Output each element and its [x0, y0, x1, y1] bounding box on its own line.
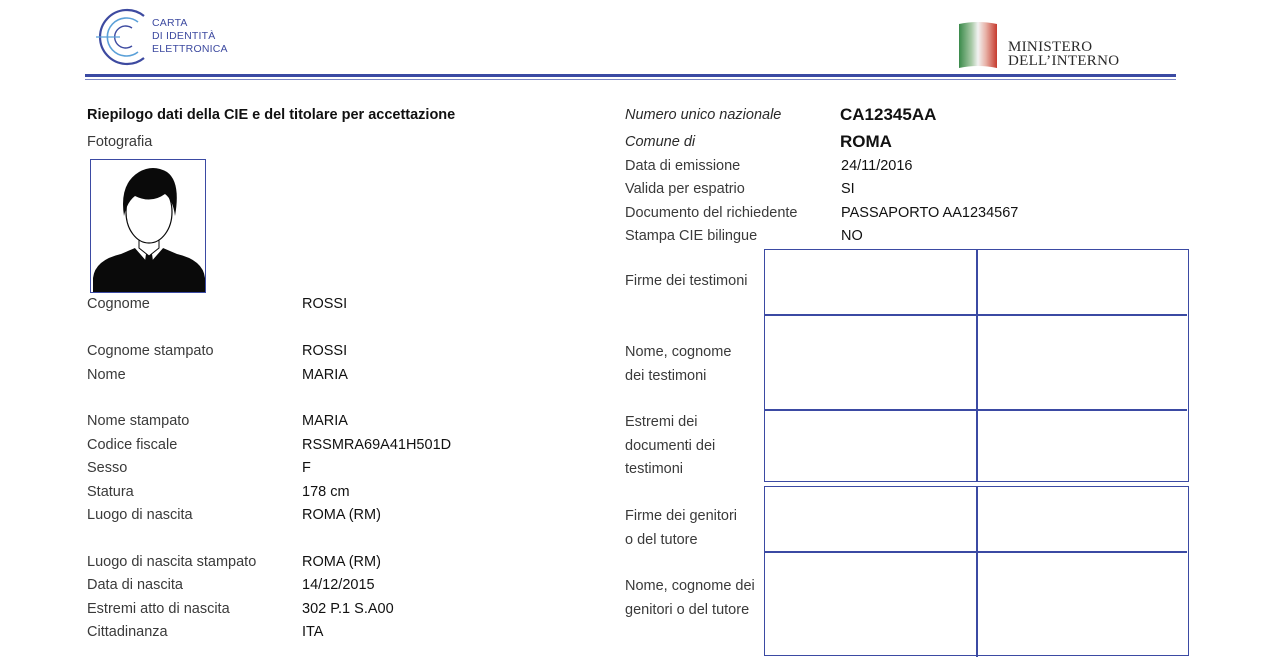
field-label: Luogo di nascita — [87, 507, 193, 523]
grid-divider — [765, 314, 1187, 316]
parent-signatures-label-1: Firme dei genitori — [625, 508, 738, 524]
field-value: F — [302, 460, 311, 476]
field-value: RSSMRA69A41H501D — [302, 437, 452, 453]
witness-signatures-label: Firme dei testimoni — [625, 273, 748, 289]
logo-line-3: ELETTRONICA — [152, 43, 228, 55]
comune-label: Comune di — [625, 134, 696, 150]
parents-grid — [764, 486, 1189, 656]
field-label: Statura — [87, 484, 134, 500]
expatriation-label: Valida per espatrio — [625, 181, 745, 197]
section-title: Riepilogo dati della CIE e del titolare per accettazione — [87, 107, 456, 123]
field-value: ROMA (RM) — [302, 554, 381, 570]
numero-unico-label: Numero unico nazionale — [625, 107, 782, 123]
applicant-document-value: PASSAPORTO AA1234567 — [841, 205, 1019, 221]
field-value: ROSSI — [302, 296, 348, 312]
field-label: Estremi atto di nascita — [87, 601, 230, 617]
witness-names-label-2: dei testimoni — [625, 368, 707, 384]
field-label: Cognome — [87, 296, 150, 312]
parent-signatures-label-2: o del tutore — [625, 532, 698, 548]
logo-line-2: DI IDENTITÀ — [152, 30, 216, 42]
field-label: Cognome stampato — [87, 343, 214, 359]
holder-photo — [90, 159, 206, 293]
field-value: 14/12/2015 — [302, 577, 375, 593]
ministry-emblem-icon — [957, 20, 999, 72]
grid-divider — [976, 487, 978, 657]
grid-divider — [765, 551, 1187, 553]
field-value: ROMA (RM) — [302, 507, 381, 523]
field-value: ROSSI — [302, 343, 348, 359]
witness-docs-label-2: documenti dei — [625, 438, 716, 454]
header-divider — [85, 74, 1176, 77]
field-value: ITA — [302, 624, 324, 640]
field-value: MARIA — [302, 367, 348, 383]
witness-docs-label-1: Estremi dei — [625, 414, 698, 430]
field-label: Sesso — [87, 460, 128, 476]
cie-logo-icon — [90, 4, 160, 70]
bilingual-label: Stampa CIE bilingue — [625, 228, 758, 244]
field-value: 178 cm — [302, 484, 350, 500]
field-label: Nome — [87, 367, 126, 383]
parent-names-label-1: Nome, cognome dei — [625, 578, 755, 594]
photo-label: Fotografia — [87, 134, 153, 150]
grid-divider — [976, 250, 978, 481]
field-label: Nome stampato — [87, 413, 190, 429]
header-divider-thin — [85, 79, 1176, 80]
comune-value: ROMA — [840, 132, 892, 151]
ministry-line-2: DELL’INTERNO — [1008, 53, 1120, 69]
person-silhouette-icon — [91, 160, 206, 293]
numero-unico-value: CA12345AA — [840, 105, 937, 124]
witness-docs-label-3: testimoni — [625, 461, 684, 477]
bilingual-value: NO — [841, 228, 863, 244]
field-label: Codice fiscale — [87, 437, 178, 453]
expatriation-value: SI — [841, 181, 855, 197]
field-label: Data di nascita — [87, 577, 183, 593]
emission-date-label: Data di emissione — [625, 158, 741, 174]
parent-names-label-2: genitori o del tutore — [625, 602, 750, 618]
witness-grid — [764, 249, 1189, 482]
field-value: 302 P.1 S.A00 — [302, 601, 394, 617]
field-label: Cittadinanza — [87, 624, 168, 640]
witness-names-label-1: Nome, cognome — [625, 344, 732, 360]
ministry-line-1: MINISTERO — [1008, 39, 1093, 55]
emission-date-value: 24/11/2016 — [841, 158, 913, 174]
applicant-document-label: Documento del richiedente — [625, 205, 798, 221]
logo-line-1: CARTA — [152, 17, 188, 29]
field-value: MARIA — [302, 413, 348, 429]
grid-divider — [765, 409, 1187, 411]
field-label: Luogo di nascita stampato — [87, 554, 257, 570]
